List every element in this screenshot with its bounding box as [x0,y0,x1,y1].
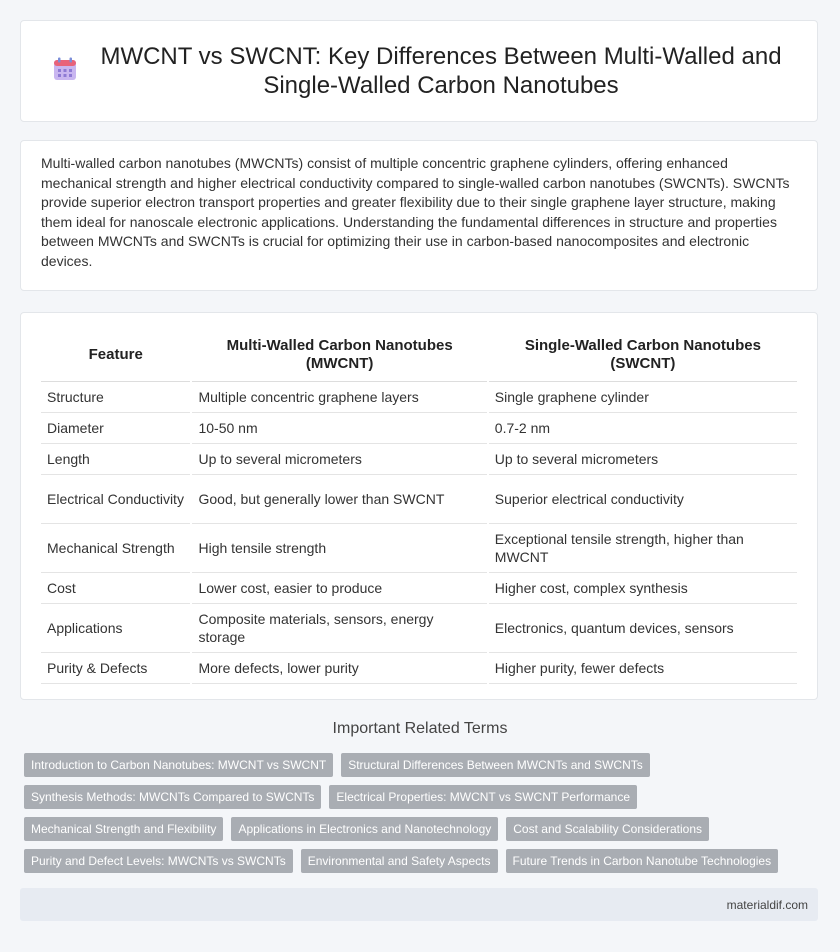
related-term-tag[interactable]: Purity and Defect Levels: MWCNTs vs SWCNTs [24,849,293,873]
header-swcnt: Single-Walled Carbon Nanotubes (SWCNT) [488,329,797,382]
swcnt-cell: Exceptional tensile strength, higher than MWCNT [488,524,797,573]
swcnt-cell: Higher purity, fewer defects [488,653,797,684]
feature-cell: Length [41,444,191,475]
header-mwcnt: Multi-Walled Carbon Nanotubes (MWCNT) [191,329,487,382]
table-row [41,382,797,413]
intro-paragraph: Multi-walled carbon nanotubes (MWCNTs) consist of multiple concentric graphene cylinders, offering enhanced mechanical strength and higher electrical conductivity compared to single-walled carbon nanotubes (SWCNTs). SWCNTs provide superior electron transport properties and greater flexibility due to their single graphene layer structure, making them ideal for nanoscale electronic applications. Understanding the fundamental differences in structure and properties between MWCNTs and SWCNTs is crucial for optimizing their use in carbon-based nanocomposites and electronic devices. [41,155,790,269]
swcnt-cell: Up to several micrometers [488,444,797,475]
swcnt-cell: Superior electrical conductivity [488,475,797,524]
feature-cell: Electrical Conductivity [41,475,191,524]
mwcnt-cell: More defects, lower purity [191,653,487,684]
comparison-card [20,312,818,700]
table-row [41,573,797,604]
table-header-row [41,329,797,382]
feature-cell: Mechanical Strength [41,524,191,573]
feature-cell: Purity & Defects [41,653,191,684]
mwcnt-cell: High tensile strength [191,524,487,573]
comparison-table [41,329,797,684]
title-card [20,20,818,122]
footer [20,888,818,921]
mwcnt-cell: Up to several micrometers [191,444,487,475]
related-term-tag[interactable]: Electrical Properties: MWCNT vs SWCNT Performance [329,785,637,809]
table-row [41,444,797,475]
table-row [41,413,797,444]
related-term-tag[interactable]: Introduction to Carbon Nanotubes: MWCNT vs SWCNT [24,753,333,777]
swcnt-cell: Single graphene cylinder [488,382,797,413]
swcnt-cell: Higher cost, complex synthesis [488,573,797,604]
feature-cell: Structure [41,382,191,413]
calendar-icon [52,56,78,87]
site-link[interactable]: materialdif.com [726,898,808,912]
related-terms-list [24,753,814,873]
table-row [41,604,797,653]
feature-cell: Cost [41,573,191,604]
intro-card [20,140,818,291]
related-term-tag[interactable]: Cost and Scalability Considerations [506,817,709,841]
mwcnt-cell: Lower cost, easier to produce [191,573,487,604]
related-term-tag[interactable]: Structural Differences Between MWCNTs and SWCNTs [341,753,650,777]
header-feature: Feature [41,329,191,382]
feature-cell: Applications [41,604,191,653]
feature-cell: Diameter [41,413,191,444]
mwcnt-cell: Good, but generally lower than SWCNT [191,475,487,524]
mwcnt-cell: 10-50 nm [191,413,487,444]
swcnt-cell: 0.7-2 nm [488,413,797,444]
table-row [41,524,797,573]
related-terms-heading: Important Related Terms [332,720,508,737]
related-term-tag[interactable]: Future Trends in Carbon Nanotube Technologies [506,849,779,873]
table-row [41,475,797,524]
related-term-tag[interactable]: Applications in Electronics and Nanotechnology [231,817,498,841]
related-term-tag[interactable]: Mechanical Strength and Flexibility [24,817,223,841]
related-term-tag[interactable]: Environmental and Safety Aspects [301,849,498,873]
page-title: MWCNT vs SWCNT: Key Differences Between Multi-Walled and Single-Walled Carbon Nanotubes [100,43,782,99]
mwcnt-cell: Composite materials, sensors, energy storage [191,604,487,653]
related-term-tag[interactable]: Synthesis Methods: MWCNTs Compared to SWCNTs [24,785,321,809]
swcnt-cell: Electronics, quantum devices, sensors [488,604,797,653]
table-row [41,653,797,684]
mwcnt-cell: Multiple concentric graphene layers [191,382,487,413]
